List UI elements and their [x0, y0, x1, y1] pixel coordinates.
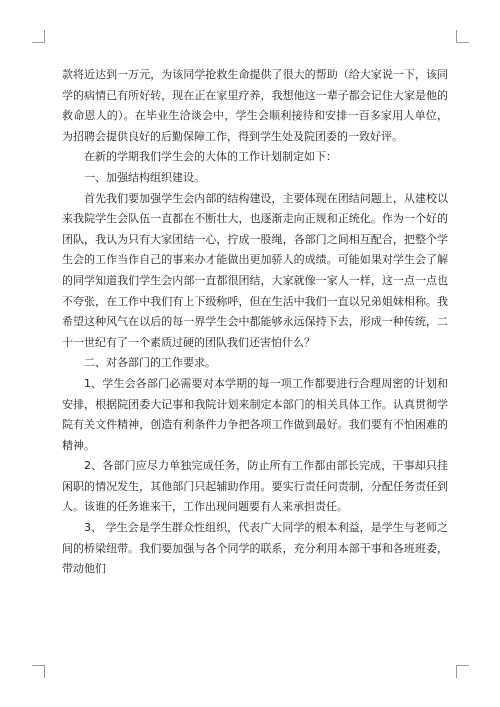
paragraph-item-3: 3、 学生会是学生群众性组织，代表广大同学的根本利益，是学生与老师之间的桥梁纽带。我们要加强与各个同学的联系，充分利用本部干事和各班班委，带动他们	[62, 521, 448, 576]
crop-mark-bottom-left	[32, 665, 45, 678]
section-heading-1: 一、加强结构组织建设。	[84, 170, 205, 184]
paragraph-structure: 首先我们要加强学生会内部的结构建设，主要体现在团结问题上，从建校以来我院学生会队伍一直都在不断壮大，也逐渐走向正规和正统化。作为一个好的团队，我认为只有大家团结一心，拧成一股绳，各部门之间相互配合，把整个学生会的工作当作自己的事来办才能做出更加骄人的成绩。可能如果对学生会了解的同学知道我们学生会内部一直都很团结，大家就像一家人一样，这一点一点也不夸张，在工作中我们有上下级称呼，但在生活中我们一直以兄弟姐妹相称。我希望这种风气在以后的每一界学生会中都能够永远保持下去，形成一种传统，二十一世纪有了一个素质过硬的团队我们还害怕什么？	[62, 191, 448, 349]
crop-mark-top-left	[32, 30, 45, 43]
section-heading-2: 二、对各部门的工作要求。	[84, 356, 216, 370]
paragraph-plan-intro: 在新的学期我们学生会的大体的工作计划制定如下：	[84, 150, 337, 164]
document-body	[62, 65, 448, 580]
paragraph-item-1: 1、学生会各部门必需要对本学期的每一项工作都要进行合理周密的计划和安排，根据院团委大记事和我院计划来制定本部门的相关具体工作。认真贯彻学院有关文件精神，创造有利条件力争把各项工作做到最好。我们要有不怕困难的精神。	[62, 376, 448, 452]
paragraph-item-2: 2、各部门应尽力单独完成任务，防止所有工作都由部长完成，干事却只挂闲职的情况发生，其他部门只起辅助作用。要实行责任问责制，分配任务责任到人。该谁的任务谁来干，工作出现问题要有人来承担责任。	[62, 459, 448, 514]
paragraph-continuation: 款将近达到一万元，为该同学抢救生命提供了很大的帮助（给大家说一下，该同学的病情已有所好转，现在正在家里疗养，我想他这一辈子都会记住大家是他的救命恩人的）。在毕业生洽谈会中，学生会顺利接待和安排一百多家用人单位，为招聘会提供良好的后勤保障工作，得到学生处及院团委的一致好评。	[62, 68, 448, 143]
crop-mark-bottom-right	[456, 665, 469, 678]
crop-mark-top-right	[456, 30, 469, 43]
